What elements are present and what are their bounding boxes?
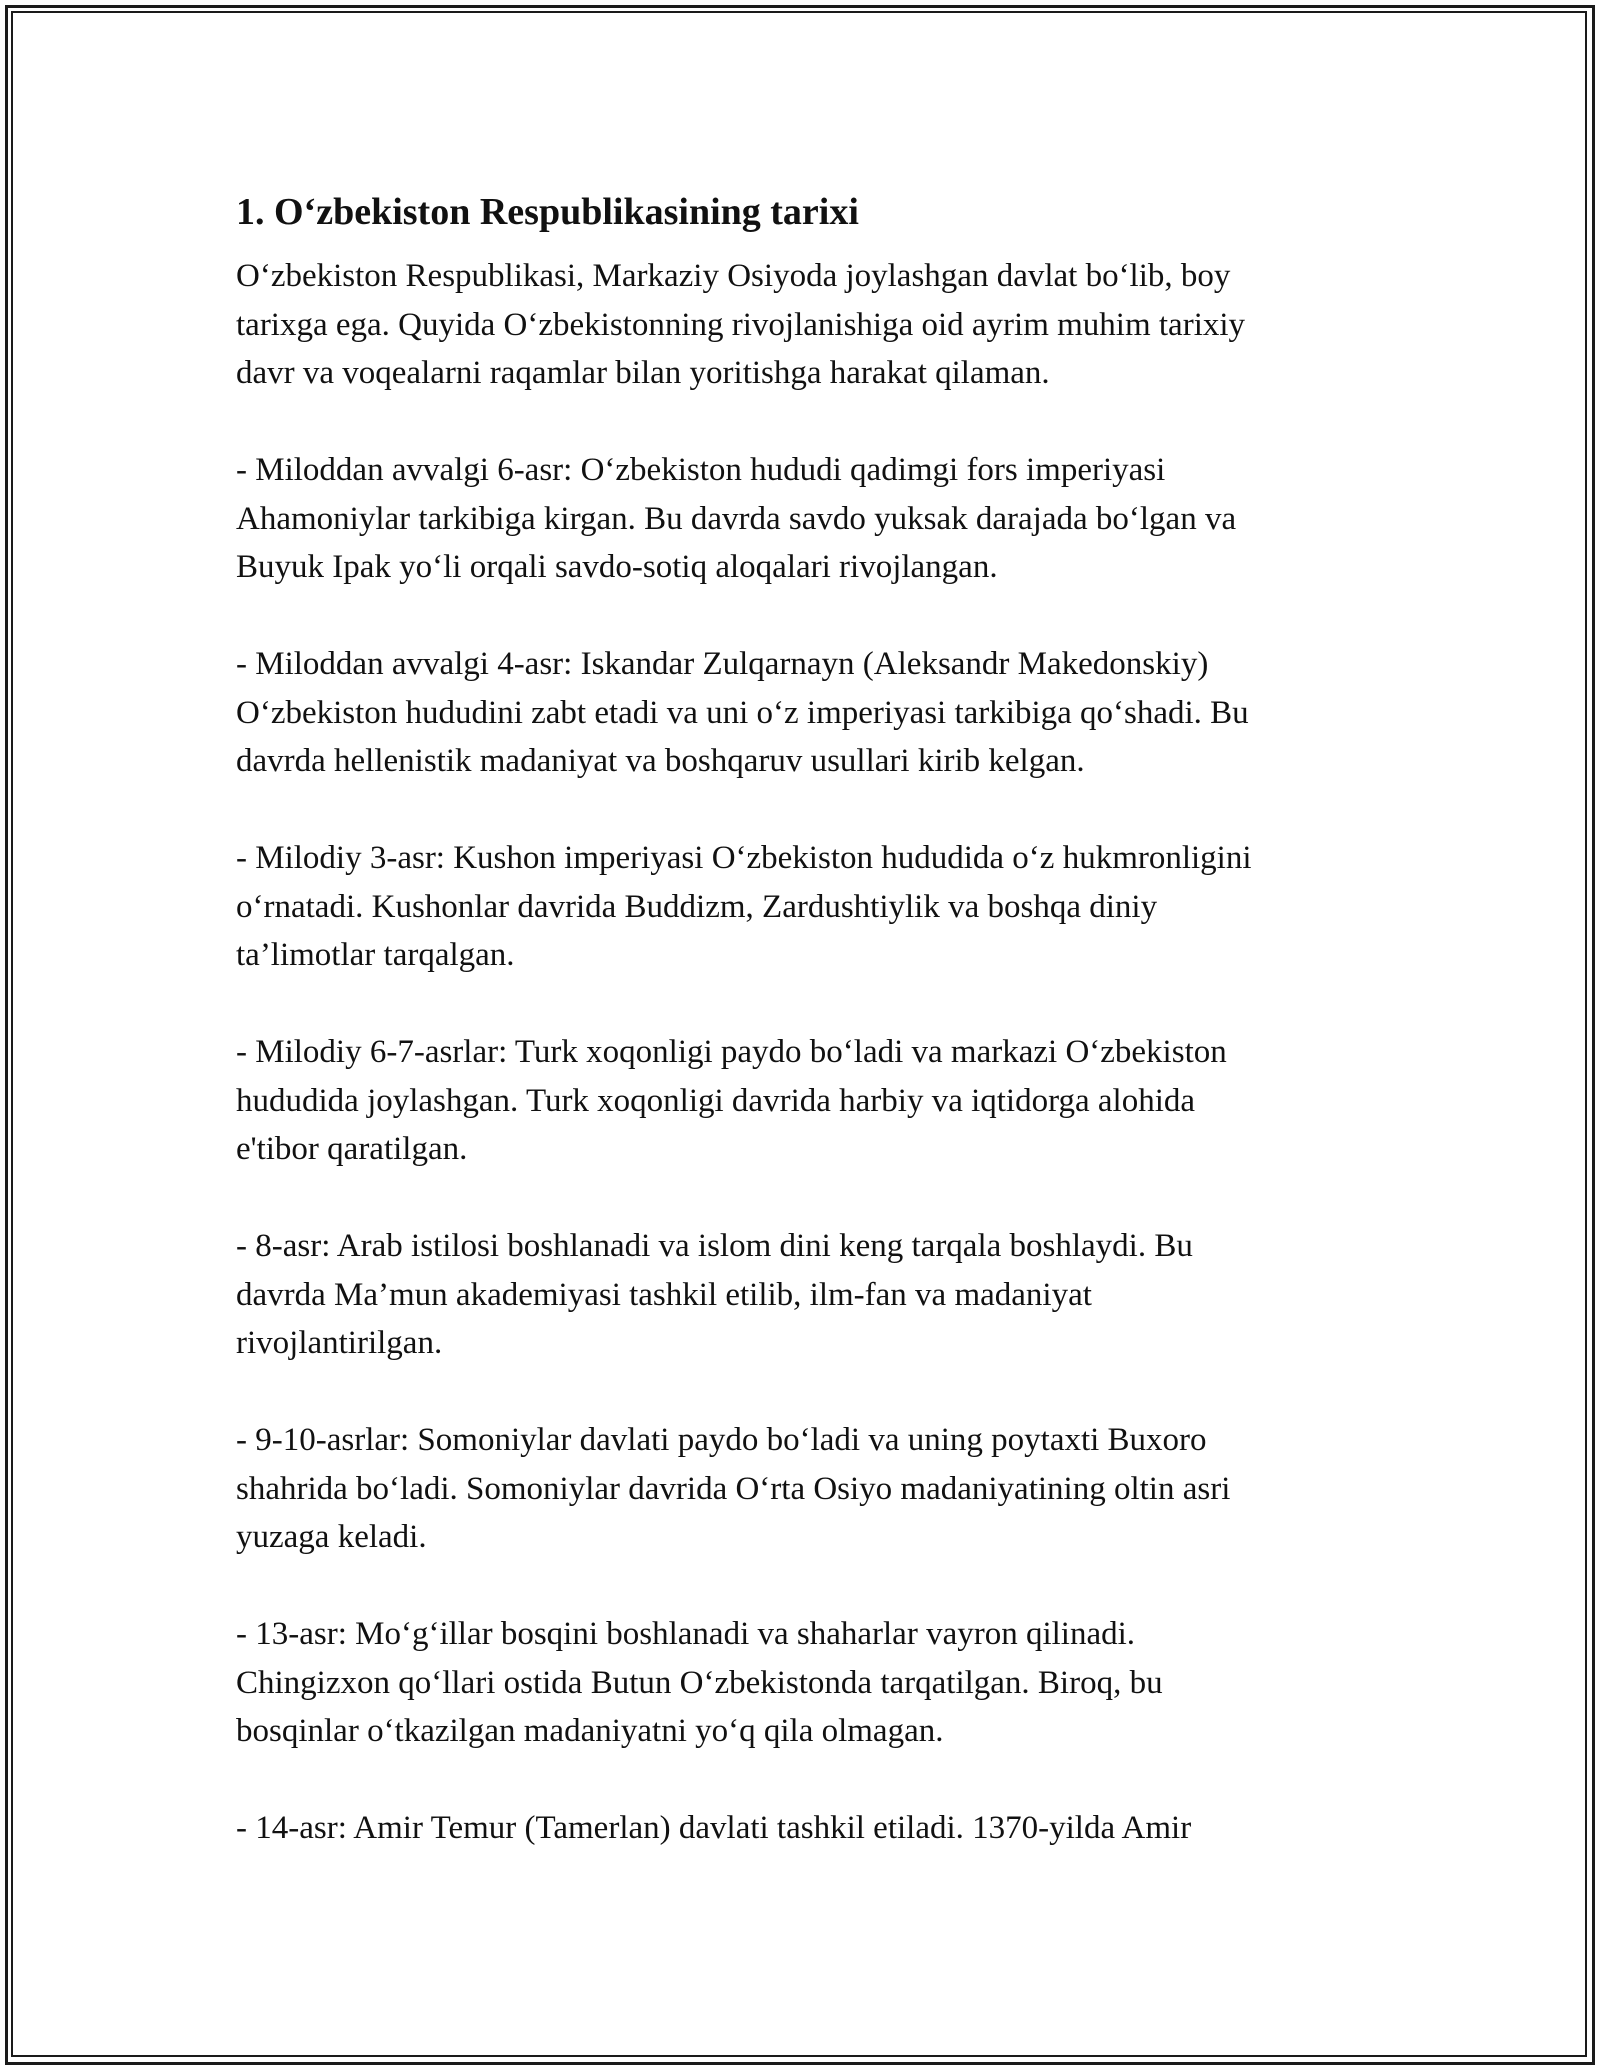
history-entry-4th-century-bc: - Miloddan avvalgi 4-asr: Iskandar Zulqarnayn (Aleksandr Makedonskiy) O‘zbekiston hududini zabt etadi va uni o‘z imperiyasi tarkibiga qo‘shadi. Bu davrda hellenistik madaniyat va boshqaruv usullari kirib kelgan. xyxy=(236,646,1249,779)
history-entry-6th-century-bc: - Miloddan avvalgi 6-asr: O‘zbekiston hududi qadimgi fors imperiyasi Ahamoniylar tarkibiga kirgan. Bu davrda savdo yuksak darajada bo‘lgan va Buyuk Ipak yo‘li orqali savdo-sotiq aloqalari rivojlangan. xyxy=(236,452,1237,585)
document-title: 1. O‘zbekiston Respublikasining tarixi xyxy=(236,191,859,233)
history-entry-3rd-century: - Milodiy 3-asr: Kushon imperiyasi O‘zbekiston hududida o‘z hukmronligini o‘rnatadi. Kushonlar davrida Buddizm, Zardushtiylik va boshqa diniy ta’limotlar tarqalgan. xyxy=(236,840,1252,973)
history-entry-9-10th-centuries: - 9-10-asrlar: Somoniylar davlati paydo bo‘ladi va uning poytaxti Buxoro shahrida bo‘ladi. Somoniylar davrida O‘rta Osiyo madaniyatining oltin asri yuzaga keladi. xyxy=(236,1422,1231,1555)
history-entry-8th-century: - 8-asr: Arab istilosi boshlanadi va islom dini keng tarqala boshlaydi. Bu davrda Ma’mun akademiyasi tashkil etilib, ilm-fan va madaniyat rivojlantirilgan. xyxy=(236,1228,1193,1361)
intro-paragraph: O‘zbekiston Respublikasi, Markaziy Osiyoda joylashgan davlat bo‘lib, boy tarixga ega. Quyida O‘zbekistonning rivojlanishiga oid ayrim muhim tarixiy davr va voqealarni raqamlar bilan yoritishga harakat qilaman. xyxy=(236,258,1246,391)
history-entry-14th-century: - 14-asr: Amir Temur (Tamerlan) davlati tashkil etiladi. 1370-yilda Amir xyxy=(236,1810,1192,1846)
history-entry-13th-century: - 13-asr: Mo‘g‘illar bosqini boshlanadi va shaharlar vayron qilinadi. Chingizxon qo‘llari ostida Butun O‘zbekistonda tarqatilgan. Biroq, bu bosqinlar o‘tkazilgan madaniyatni yo‘q qila olmagan. xyxy=(236,1616,1163,1749)
document-body xyxy=(236,186,1376,1901)
history-entry-6-7th-centuries: - Milodiy 6-7-asrlar: Turk xoqonligi paydo bo‘ladi va markazi O‘zbekiston hududida joylashgan. Turk xoqonligi davrida harbiy va iqtidorga alohida e'tibor qaratilgan. xyxy=(236,1034,1227,1167)
